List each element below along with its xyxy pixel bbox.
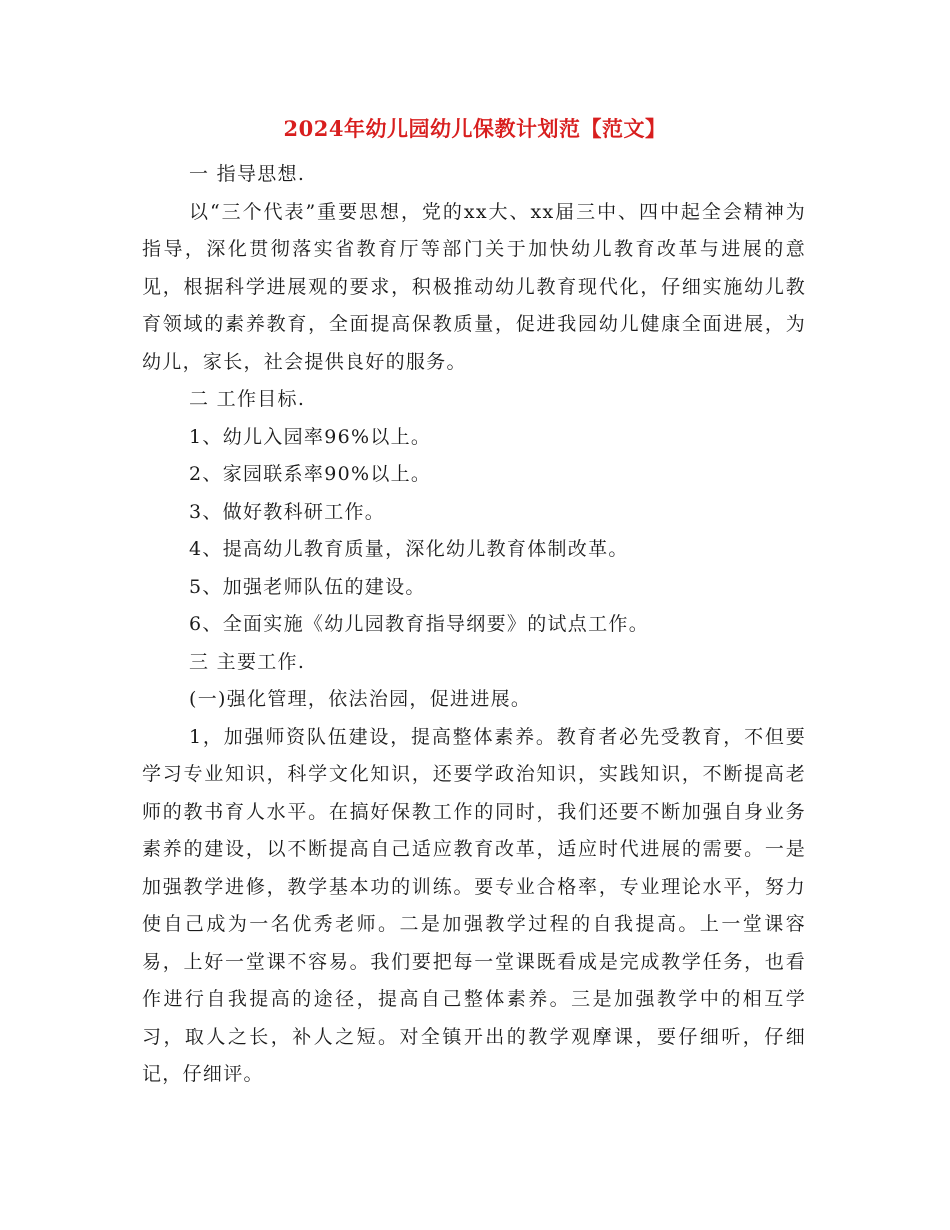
section-heading-main-work: 三 主要工作.: [189, 650, 306, 673]
paragraph-teacher-team: 1，加强师资队伍建设，提高整体素养。教育者必先受教育，不但要学习专业知识，科学文化知识，还要学政治知识，实践知识，不断提高老师的教书育人水平。在搞好保教工作的同时，我们还要不断加强自身业务素养的建设，以不断提高自己适应教育改革，适应时代进展的需要。一是加强教学进修，教学基本功的训练。要专业合格率，专业理论水平，努力使自己成为一名优秀老师。二是加强教学过程的自我提高。上一堂课容易，上好一堂课不容易。我们要把每一堂课既看成是完成教学任务，也看作进行自我提高的途径，提高自己整体素养。三是加强教学中的相互学习，取人之长，补人之短。对全镇开出的教学观摩课，要仔细听，仔细记，仔细评。: [142, 725, 806, 1085]
goal-item-5: 5、加强老师队伍的建设。: [189, 575, 426, 598]
section-heading-work-goals: 二 工作目标.: [189, 388, 306, 410]
goal-item-2: 2、家园联系率90%以上。: [189, 463, 432, 485]
goal-item-3: 3、做好教科研工作。: [189, 500, 386, 523]
document-title: 2024年幼儿园幼儿保教计划范【范文】: [283, 116, 667, 141]
document-body: [142, 156, 806, 1094]
paragraph-guiding-thought: 以“三个代表”重要思想，党的xx大、xx届三中、四中起全会精神为指导，深化贯彻落实省教育厅等部门关于加快幼儿教育改革与进展的意见，根据科学进展观的要求，积极推动幼儿教育现代化，仔细实施幼儿教育领域的素养教育，全面提高保教质量，促进我园幼儿健康全面进展，为幼儿，家长，社会提供良好的服务。: [142, 200, 806, 373]
subsection-heading-management: (一)强化管理，依法治园，促进进展。: [189, 688, 532, 710]
goal-item-4: 4、提高幼儿教育质量，深化幼儿教育体制改革。: [189, 538, 629, 560]
section-heading-guiding-thought: 一 指导思想.: [189, 163, 306, 185]
goal-item-6: 6、全面实施《幼儿园教育指导纲要》的试点工作。: [189, 613, 649, 635]
goal-item-1: 1、幼儿入园率96%以上。: [189, 425, 432, 448]
